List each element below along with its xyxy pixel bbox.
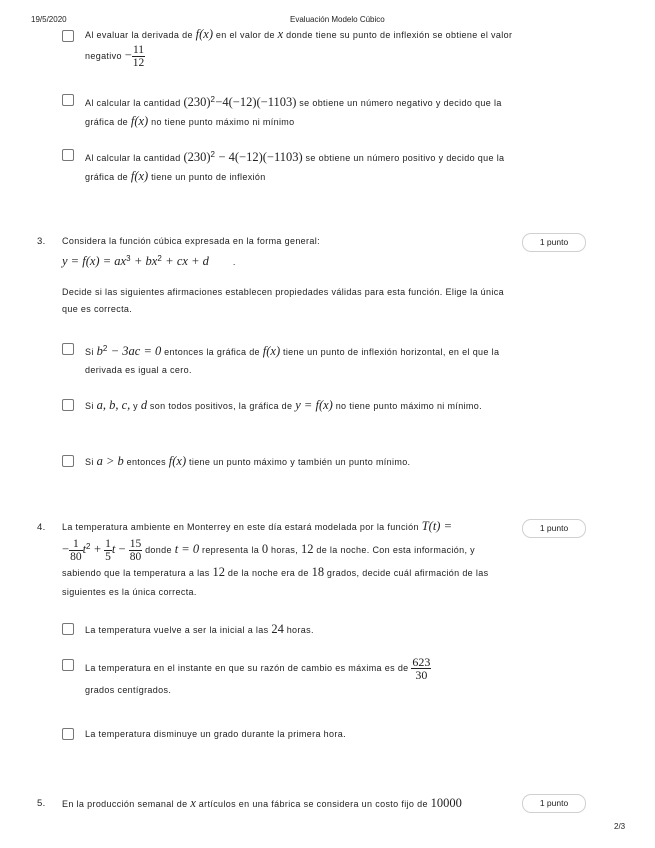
option-quantity-negative[interactable] — [62, 91, 517, 127]
option-text: La temperatura en el instante en que su razón de cambio es máxima es de $\frac{623}{30}$ grados centígrados. — [85, 655, 431, 695]
points-badge: 1 punto — [522, 519, 586, 538]
option-text: Al calcular la cantidad $(230)^2-4(-12)(-1103)$ se obtiene un número negativo y decido que la gráfica de f(x) no tiene punto máximo ni mínimo — [85, 95, 502, 128]
question-number: 4. — [37, 522, 46, 533]
print-date: 19/5/2020 — [31, 15, 67, 24]
checkbox[interactable] — [62, 623, 74, 635]
option-all-positive[interactable] — [62, 396, 517, 432]
fraction: $\frac{11}{12}$ — [132, 44, 145, 69]
option-text: Si $b^2 - 3ac = 0$ entonces la gráfica de f(x) tiene un punto de inflexión horizontal, en el que la derivada es igual a cero. — [85, 344, 500, 375]
checkbox[interactable] — [62, 94, 74, 106]
points-badge: 1 punto — [522, 233, 586, 252]
option-text: La temperatura disminuye un grado durante la primera hora. — [85, 729, 346, 739]
option-inflection-horizontal[interactable] — [62, 340, 517, 376]
checkbox[interactable] — [62, 659, 74, 671]
option-text: Si a, b, c, y d son todos positivos, la gráfica de y = f(x) no tiene punto máximo ni mínimo. — [85, 398, 482, 412]
option-returns-initial[interactable] — [62, 620, 517, 640]
checkbox[interactable] — [62, 728, 74, 740]
checkbox[interactable] — [62, 30, 74, 42]
option-text: Al evaluar la derivada de f(x) en el valor de x donde tiene su punto de inflexión se obtiene el valor negativo − $\frac{11}{12}$ — [85, 27, 513, 69]
checkbox[interactable] — [62, 399, 74, 411]
option-max-rate-temperature[interactable] — [62, 656, 517, 704]
question-instructions: Decide si las siguientes afirmaciones establecen propiedades válidas para esta función. Elige la única que es correcta. — [62, 287, 504, 314]
question-text: En la producción semanal de x artículos en una fábrica se considera un costo fijo de 10000 — [62, 796, 462, 810]
option-a-greater-b[interactable] — [62, 452, 517, 472]
option-derivative-negative[interactable] — [62, 25, 517, 73]
page-number: 2/3 — [614, 822, 626, 831]
option-decreases-one-degree[interactable] — [62, 725, 517, 745]
question-number: 5. — [37, 798, 46, 809]
option-quantity-positive[interactable] — [62, 146, 517, 182]
checkbox[interactable] — [62, 455, 74, 467]
points-badge: 1 punto — [522, 794, 586, 813]
option-text: La temperatura vuelve a ser la inicial a las 24 horas. — [85, 622, 314, 636]
option-text: Si a > b entonces f(x) tiene un punto máximo y también un punto mínimo. — [85, 454, 411, 468]
checkbox[interactable] — [62, 149, 74, 161]
question-number: 3. — [37, 236, 46, 247]
option-text: Al calcular la cantidad $(230)^2 - 4(-12)(-1103)$ se obtiene un número positivo y decido que la gráfica de f(x) tiene un punto de inflexión — [85, 150, 505, 183]
document-title: Evaluación Modelo Cúbico — [290, 15, 385, 24]
question-text: Considera la función cúbica expresada en la forma general: $y = f(x) = ax^3 + bx^2$ + cx + d . — [62, 236, 320, 268]
checkbox[interactable] — [62, 343, 74, 355]
question-text: La temperatura ambiente en Monterrey en este día estará modelada por la función T(t) = − $\frac{1}{80}$ $t^2$ + $\frac{1}{5}$ t − $\frac{15}{80}$ donde t = 0 representa la 0 horas, 12 de la noche. Con esta información, y sabiendo que la temperatura a las 12 de la noche era de 18 grados, decide cuál afirmación de las siguientes es la única correcta. — [62, 519, 489, 598]
